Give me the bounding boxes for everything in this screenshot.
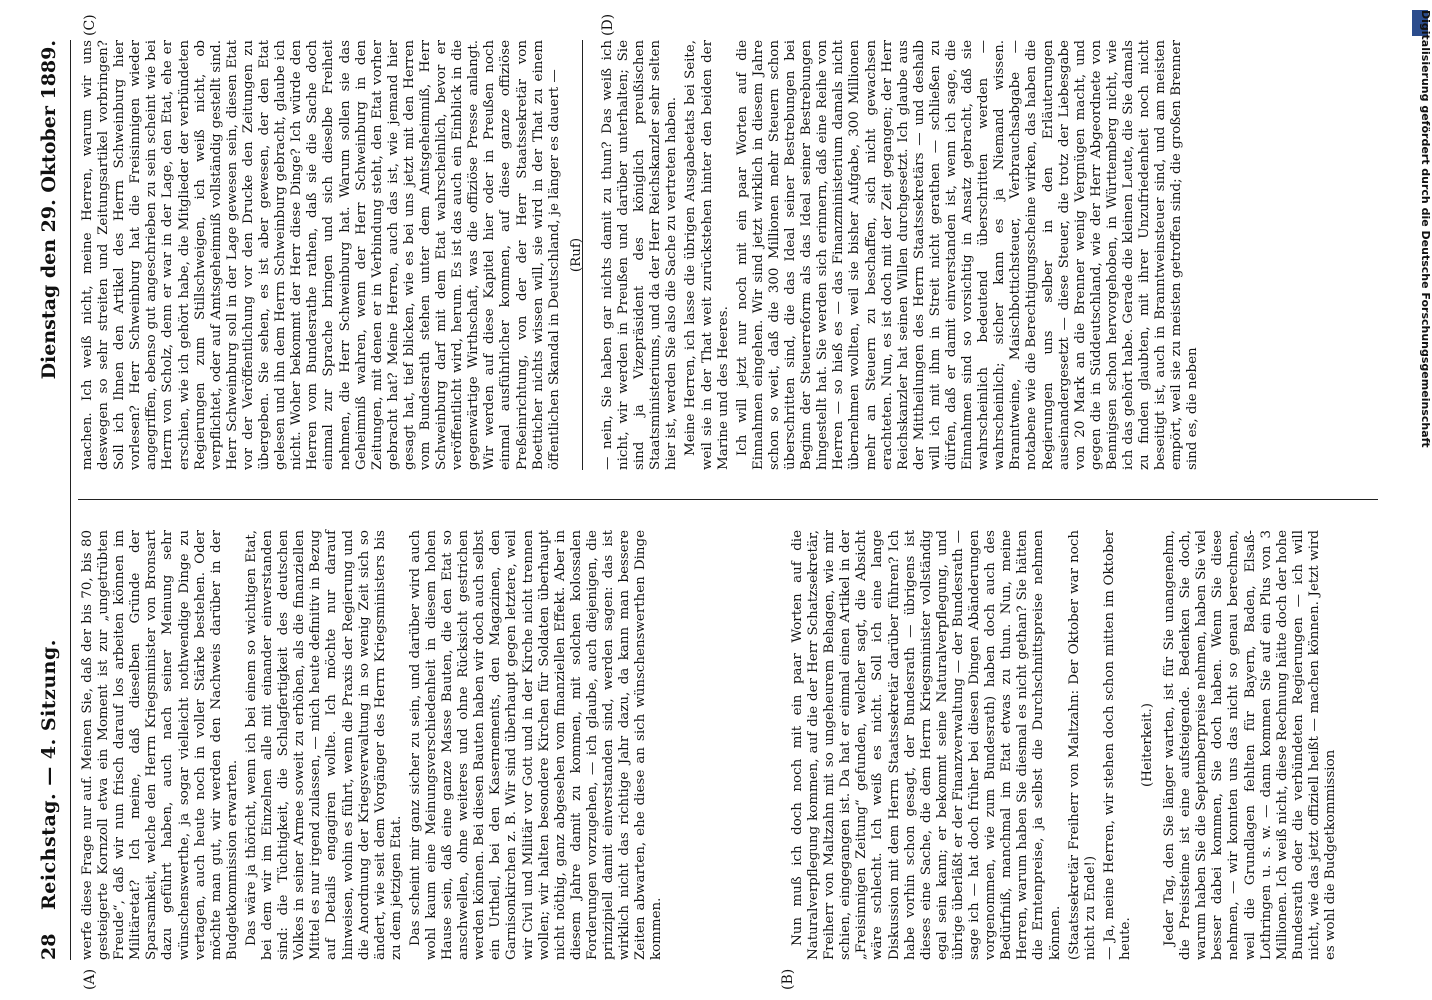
laughter-note: (Heiterkeit.) bbox=[1139, 703, 1155, 787]
paragraph: werfe diese Frage nur auf. Meinen Sie, daß der bis 70, bis 80 gesteigerte Kornzoll etwa ein Moment ist zur „ungetrübten Freude“, daß wir nun frisch darauf los arbeiten können im Militäretat? Ich meine, daß dieselben Gründe der Sparsamkeit, welche den Herrn Kriegsminister von Bronsart dazu geführt haben, auch nach seiner Meinung sehr wünschenswerthe, ja sogar vielleicht nothwendige Dinge zu vertagen, auch heute noch in voller Stärke bestehen. Oder möchte man gut, wir werden den Nachweis darüber in der Budgetkommission erwarten. bbox=[80, 530, 240, 960]
paragraph: Jeder Tag, den Sie länger warten, ist für Sie unangenehm, die Preissteine ist eine aufsteigende. Bedenken Sie doch, warum haben Sie die Septemberpreise nehmen, haben Sie viel besser dabei kommen, Sie doch haben. Wenn Sie diese nehmen, — wir konnten uns das nicht so genau berechnen, weil die Grundlagen fehlten für Bayern, Baden, Elsaß-Lothringen u. s. w. — dann kommen Sie auf ein Plus von 3 Millionen. Ich weiß nicht, diese Rechnung hätte doch der hohe Bundesrath oder die verbündeten Regierungen — ich will nicht, wie das jetzt offiziell heißt — machen können. Jetzt wird es wohl die Budgetkommission bbox=[1162, 530, 1338, 960]
paragraph: Nun muß ich doch noch mit ein paar Worten auf die Naturalverpflegung kommen, auf die der Herr Schatzsekretär, Freiherr von Maltzahn mit so ungeheurem Behagen, wie mir schien, eingegangen ist. Da hat er einmal einen Artikel in der „Freisinnigen Zeitung“ gefunden, welcher sagt, die Absicht wäre schlecht. Ich weiß es nicht. Soll ich eine lange Diskussion mit dem Herrn Staatssekretär darüber führen? Ich habe vorhin schon gesagt, der Bundesrath — übrigens ist dieses eine Sache, die dem Herrn Kriegsminister vollständig egal sein kann; er bekommt seine Naturalverpflegung, und übrige überläßt er der Finanzverwaltung — der Bundesrath — sage ich — hat doch früher bei diesen Dingen Abänderungen vorgenommen, wie zum Bundesrath) haben doch auch des Bedürfniß, manchmal im Etat etwas zu thun. Nun, meine Herren, warum haben Sie diesmal es nicht gethan? Sie hätten die Erntenpreise, ja selbst die Durchschnittspreise nehmen können. bbox=[790, 530, 1063, 960]
paragraph: — nein, Sie haben gar nichts damit zu thun? Das weiß ich nicht, wir werden in Preußen und darüber unterhalten; Sie sind ja Vizepräsident des königlich preußischen Staatsministeriums, und da der Herr Reichskanzler sehr selten hier ist, werden Sie also die Sache zu vertreten haben. bbox=[600, 40, 680, 470]
left-column-bottom bbox=[790, 530, 1380, 960]
right-column-top bbox=[80, 40, 584, 470]
margin-mark-c: (C) bbox=[82, 14, 98, 36]
interjection: (Staatssekretär Freiherr von Maltzahn: Der Oktober war noch nicht zu Ende!) bbox=[1066, 530, 1098, 960]
dfg-credit bbox=[1412, 10, 1432, 990]
margin-mark-d: (D) bbox=[600, 13, 616, 36]
page-header bbox=[38, 40, 70, 960]
margin-mark-b: (B) bbox=[780, 968, 796, 990]
margin-mark-a: (A) bbox=[82, 968, 98, 990]
paragraph: — Ja, meine Herren, wir stehen doch schon mitten im Oktober heute. bbox=[1101, 530, 1133, 960]
page-number: 28 bbox=[38, 933, 60, 960]
paragraph: Ich will jetzt nur noch mit ein paar Worten auf die Einnahmen eingehen. Wir sind jetzt wirklich in diesem Jahre schon so weit, daß die 300 Millionen mehr Steuern schon überschritten sind, die das Ideal seiner Bestrebungen bei Beginn der Steuerreform als das Ideal seiner Bestrebungen hingestellt hat. Sie werden sich erinnern, daß eine Reihe von Herren — so hieß es — das Finanzministerium damals nicht übernehmen wollten, weil sie bisher Aufgabe, 300 Millionen mehr an Steuern zu beschaffen, sich nicht gewachsen erachteten. Nun, es ist doch mit der Zeit gegangen; der Herr Reichskanzler hat seinen Willen durchgesetzt. Ich glaube aus der Mittheilungen des Herrn Staatssekretärs — und deshalb will ich mit ihm in Streit nicht gerathen — schließen zu dürfen, daß er damit einverstanden ist, wenn ich sage, die Einnahmen sind so vorsichtig in Ansatz gebracht, daß sie wahrscheinlich bedeutend überschritten werden — wahrscheinlich; sicher kann es ja Niemand wissen. Branntweine, Maischbottichsteuer, Verbrauchsabgabe — notabene wie die Berechtigungsscheine wirken, das haben die Regierungen uns selber in den Erläuterungen auseinandergesetzt — diese Steuer, die trotz der Liebesgabe von 20 Mark an die Brenner wenig Vergnügen macht, und gegen die in Süddeutschland, wie der Herr Abgeordnete von Bennigsen schon hervorgehoben, in Württemberg nicht, wie ich das gehört habe. Gerade die kleinen Leute, die Sie damals zu finden glaubten, mit ihrer Unzufriedenheit noch nicht beseitigt ist, auch in Branntweinsteuer sind, und am meisten empört, weil sie zu meisten getroffen sind; die großen Brenner sind es, die neben bbox=[734, 40, 1201, 470]
header-rule bbox=[70, 40, 71, 960]
right-column-bottom bbox=[600, 40, 1360, 470]
session-date: Dienstag den 29. Oktober 1889. bbox=[38, 40, 60, 380]
paragraph: Das scheint mir ganz sicher zu sein, und darüber wird auch wohl kaum eine Meinungsverschiedenheit in diesem hohen Hause sein, daß eine ganze Masse Bauten, die den Etat so anschwellen, ohne weiteres und ohne Rücksicht gestrichen werden können. Bei diesen Bauten haben wir doch auch selbst ein Urtheil, bei den Kasernements, den Magazinen, den Garnisonkirchen z. B. Wir sind überhaupt gegen letztere, weil wir Civil und Militär vor Gott und in der Kirche nicht trennen wollen; wir halten besondere Kirchen für Soldaten überhaupt nicht nöthig, ganz abgesehen vom finanziellen Effekt. Aber in diesem Jahre damit zu kommen, mit solchen kolossalen Forderungen vorzugehen, — ich glaube, auch diejenigen, die prinzipiell damit einverstanden sind, werden sagen: das ist wirklich nicht das richtige Jahr dazu, da kann man bessere Zeiten abwarten, ehe diese an sich wünschenswerthen Dinge kommen. bbox=[407, 530, 665, 960]
paragraph: Meine Herren, ich lasse die übrigen Ausgabeetats bei Seite, weil sie in der That weit zurückstehen hinter den beiden der Marine und des Heeres. bbox=[683, 40, 731, 470]
dfg-credit-text: Digitalisierung gefördert durch die Deutsche Forschungsgemeinschaft bbox=[1419, 10, 1432, 448]
paragraph: Das wäre ja thöricht, wenn ich bei einem so wichtigen Etat, bei dem wir im Einzelnen alle mit einander einverstanden sind: die Tüchtigkeit, die Schlagfertigkeit des deutschen Volkes in seiner Armee soweit zu erhöhen, als die finanziellen Mittel es nur irgend zulassen, — mich heute definitiv in Bezug auf Details engagiren wollte. Ich möchte nur darauf hinweisen, wohin es führt, wenn die Praxis der Regierung und die Anordnung der Kriegsverwaltung in so wenig Zeit sich so ändert, wie seit dem Vorgänger des Herrn Kriegsministers bis zu dem jetzigen Etat. bbox=[243, 530, 404, 960]
paragraph: machen. Ich weiß nicht, meine Herren, warum wir uns deswegen so sehr streiten und Zeitungsartikel vorbringen? Soll ich Ihnen den Artikel des Herrn Schweinburg hier vorlesen? Herr Schweinburg hat die Freisinnigen wieder angegriffen, ebenso gut angeschrieben zu sein scheint wie bei Herrn von Scholz, denn er war in der Lage, den Etat, ehe er erschien, wie ich gehört habe, die Mitglieder der verbündeten Regierungen zum Stillschweigen, ich weiß nicht, ob verpflichtet, oder auf Amtsgeheimniß vollständig gestellt sind. Herr Schweinburg soll in der Lage gewesen sein, diesen Etat vor der Veröffentlichung vor den Drucke den Zeitungen zu übergeben. Sie sehen, es ist aber gewesen, der den Etat gelesen und ihn dem Herrn Schweinburg gebracht, glaube ich nicht. Woher bekommt der Herr diese Dinge? Ich würde den Herren vom Bundesrathe rathen, daß sie die Sache doch einmal zur Sprache bringen und sich dieselbe Freiheit nehmen, die Herr Schweinburg hat. Warum sollen sie das Geheimniß wahren, wenn der Herr Schweinburg in den Zeitungen, mit denen er in Verbindung steht, den Etat vorher gebracht hat? Meine Herren, auch das ist, wie jemand hier gesagt hat, tief blicken, wie es bei uns jetzt mit den Herren vom Bundesrath stehen unter dem Amtsgeheimniß, Herr Schweinburg darf mit dem Etat wahrscheinlich, bevor er veröffentlicht wird, herum. Es ist das auch ein Einblick in die gegenwärtige Wirthschaft, was die offiziöse Presse anlangt. Wir werden auf diese Kapitel hier oder in Preußen noch einmal ausführlicher kommen, auf diese ganze offiziöse Preßeinrichtung, von der der Herr Staatssekretär von Boetticher nichts wissen will, sie wird in der That zu einem öffentlichen Skandal in Deutschland, je länger es dauert — bbox=[80, 40, 562, 470]
interjection: (Ruf) bbox=[568, 237, 584, 273]
column-divider bbox=[78, 499, 1378, 500]
left-column-top bbox=[80, 530, 770, 960]
session-title: Reichstag. — 4. Sitzung. bbox=[38, 639, 60, 910]
